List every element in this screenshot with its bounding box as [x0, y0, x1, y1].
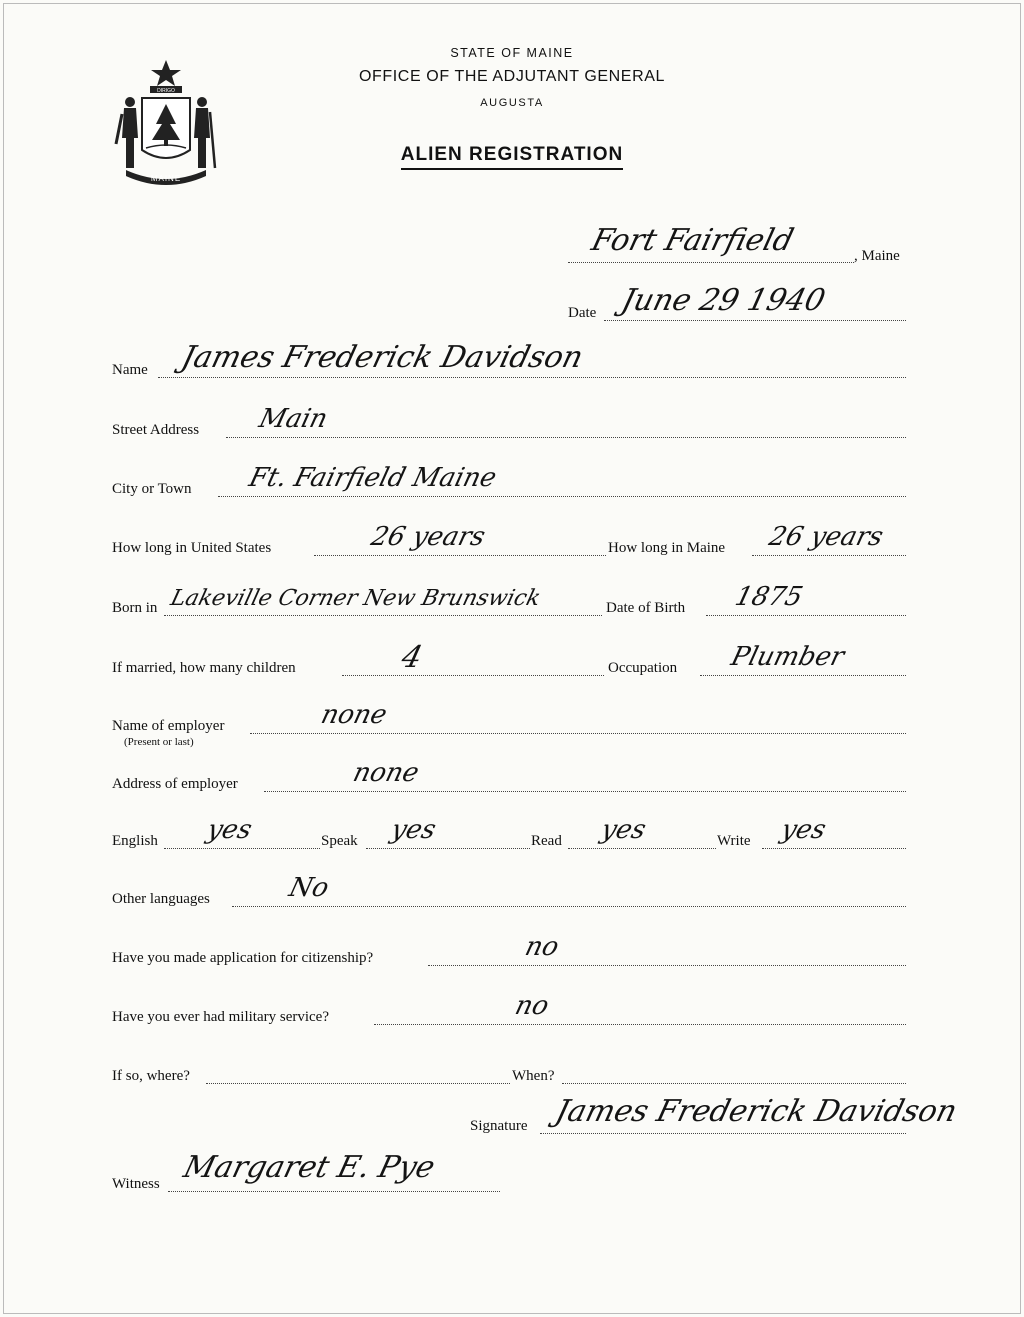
- name-label: Name: [112, 362, 148, 378]
- state-seal-icon: [112, 58, 220, 188]
- children-label: If married, how many children: [112, 660, 296, 676]
- read-dots: [568, 848, 716, 849]
- signature-dots: [540, 1133, 906, 1134]
- read-label: Read: [531, 833, 562, 849]
- maine-years-label: How long in Maine: [608, 540, 726, 556]
- military-label: Have you ever had military service?: [112, 1009, 329, 1025]
- town-suffix: , Maine: [854, 248, 900, 264]
- occupation-dots: [700, 675, 906, 676]
- header-office: OFFICE OF THE ADJUTANT GENERAL: [358, 68, 666, 85]
- speak-dots: [366, 848, 530, 849]
- speak-label: Speak: [321, 833, 358, 849]
- when-dots: [562, 1083, 906, 1084]
- signature-value[interactable]: James Frederick Davidson: [552, 1094, 961, 1129]
- english-dots: [164, 848, 320, 849]
- occupation-value[interactable]: Plumber: [728, 642, 848, 672]
- maine-years-dots: [752, 555, 906, 556]
- name-value[interactable]: James Frederick Davidson: [178, 340, 587, 375]
- military-dots: [374, 1024, 906, 1025]
- signature-label: Signature: [470, 1118, 528, 1134]
- form-title: [300, 144, 724, 170]
- city-label: City or Town: [112, 481, 192, 497]
- witness-label: Witness: [112, 1176, 160, 1192]
- seal-motto: DIRIGO: [157, 88, 175, 94]
- date-value[interactable]: June 29 1940: [618, 283, 829, 318]
- citizenship-label: Have you made application for citizenship?: [112, 950, 374, 966]
- employer-address-label: Address of employer: [112, 776, 238, 792]
- witness-value[interactable]: Margaret E. Pye: [180, 1150, 439, 1185]
- children-value[interactable]: 4: [398, 640, 426, 675]
- maine-years-value[interactable]: 26 years: [766, 522, 887, 552]
- write-dots: [762, 848, 906, 849]
- other-languages-label: Other languages: [112, 891, 210, 907]
- military-value[interactable]: no: [512, 991, 552, 1021]
- employer-sublabel: (Present or last): [124, 736, 194, 748]
- street-dots: [226, 437, 906, 438]
- date-label: Date: [568, 305, 597, 321]
- write-label: Write: [717, 833, 751, 849]
- read-value[interactable]: yes: [598, 815, 649, 845]
- children-dots: [342, 675, 604, 676]
- date-dots: [604, 320, 906, 321]
- form-title-text: ALIEN REGISTRATION: [401, 144, 623, 170]
- english-label: English: [112, 833, 158, 849]
- employer-value[interactable]: none: [318, 700, 391, 730]
- city-dots: [218, 496, 906, 497]
- dob-dots: [706, 615, 906, 616]
- dob-value[interactable]: 1875: [732, 582, 806, 612]
- employer-label: Name of employer: [112, 718, 225, 734]
- where-label: If so, where?: [112, 1068, 190, 1084]
- when-label: When?: [512, 1068, 555, 1084]
- other-languages-dots: [232, 906, 906, 907]
- occupation-label: Occupation: [608, 660, 678, 676]
- dob-label: Date of Birth: [606, 600, 686, 616]
- employer-dots: [250, 733, 906, 734]
- speak-value[interactable]: yes: [388, 815, 439, 845]
- born-dots: [164, 615, 602, 616]
- where-dots: [206, 1083, 510, 1084]
- other-languages-value[interactable]: No: [286, 873, 332, 903]
- street-label: Street Address: [112, 422, 200, 438]
- english-value[interactable]: yes: [204, 815, 255, 845]
- city-value[interactable]: Ft. Fairfield Maine: [246, 463, 500, 493]
- born-value[interactable]: Lakeville Corner New Brunswick: [168, 586, 544, 611]
- citizenship-dots: [428, 965, 906, 966]
- write-value[interactable]: yes: [778, 815, 829, 845]
- witness-dots: [168, 1191, 500, 1192]
- citizenship-value[interactable]: no: [522, 932, 562, 962]
- town-dots: [568, 262, 854, 263]
- town-value[interactable]: Fort Fairfield: [588, 223, 798, 258]
- employer-address-dots: [264, 791, 906, 792]
- us-years-label: How long in United States: [112, 540, 272, 556]
- seal-banner: MAINE: [150, 174, 182, 183]
- employer-address-value[interactable]: none: [350, 758, 423, 788]
- name-dots: [158, 377, 906, 378]
- us-years-dots: [314, 555, 606, 556]
- street-value[interactable]: Main: [256, 404, 331, 434]
- header-city: AUGUSTA: [480, 97, 544, 109]
- us-years-value[interactable]: 26 years: [368, 522, 489, 552]
- born-label: Born in: [112, 600, 158, 616]
- header-state: STATE OF MAINE: [450, 46, 574, 60]
